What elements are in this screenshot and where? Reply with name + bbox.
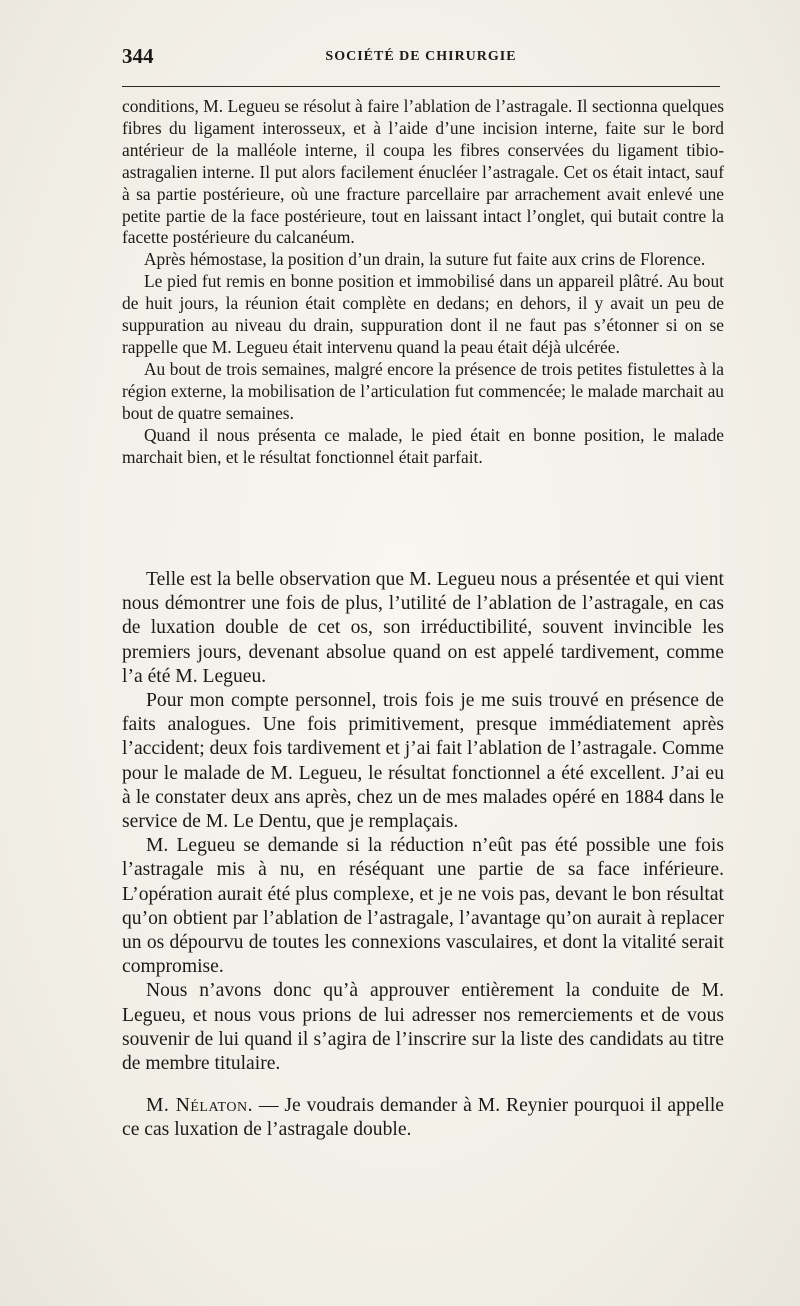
commentary-paragraph: Nous n’avons donc qu’à approuver entièrement la conduite de M. Legueu, et nous vous prions de lui adresser nos remerciements et de vous souvenir de lui quand il s’agira de l’inscrire sur la liste des candidats au titre de membre titulaire. bbox=[122, 980, 724, 1075]
commentary-paragraph: Telle est la belle observation que M. Legueu nous a présentée et qui vient nous démontrer une fois de plus, l’utilité de l’ablation de l’astragale, en cas de luxation double de cet os, son irréductibilité, souvent invincible les premiers jours, devenant absolue quand on est appelé tardivement, comme l’a été M. Legueu. bbox=[122, 569, 724, 687]
running-title: SOCIÉTÉ DE CHIRURGIE bbox=[325, 49, 517, 64]
report-paragraph: Au bout de trois semaines, malgré encore la présence de trois petites fistulettes à la région externe, la mobilisation de l’articulation fut commencée; le malade marchait au bout de quatre semaines. bbox=[122, 358, 724, 423]
speaker-name: M. Nélaton. bbox=[146, 1095, 253, 1117]
discussion-paragraph bbox=[122, 1094, 724, 1142]
report-paragraph: Le pied fut remis en bonne position et immobilisé dans un appareil plâtré. Au bout de huit jours, la réunion était complète en dedans; en dehors, il y avait un peu de suppuration au niveau du drain, suppuration dont il ne faut pas s’étonner si on se rappelle que M. Legueu était intervenu quand la peau était déjà ulcérée. bbox=[122, 271, 724, 357]
report-paragraph: conditions, M. Legueu se résolut à faire l’ablation de l’astragale. Il sectionna quelques fibres du ligament interosseux, et à l’aide d’une incision interne, faite sur le bord antérieur de la malléole interne, il coupa les fibres conservées du ligament tibio-astragalien interne. Il put alors facilement énucléer l’astragale. Cet os était intact, sauf à sa partie postérieure, où une fracture parcellaire par arrachement avait enlevé une petite partie de la face postérieure, tout en laissant intact l’onglet, qui butait contre la facette postérieure du calcanéum. bbox=[122, 96, 724, 248]
rapporteur-commentary bbox=[122, 568, 724, 1143]
report-paragraph: Quand il nous présenta ce malade, le pied était en bonne position, le malade marchait bien, et le résultat fonctionnel était parfait. bbox=[122, 424, 724, 467]
page-number: 344 bbox=[122, 44, 154, 68]
commentary-paragraph: M. Legueu se demande si la réduction n’eût pas été possible une fois l’astragale mis à nu, en réséquant une partie de sa face inférieure. L’opération aurait été plus complexe, et je ne vois pas, devant le bon résultat qu’on obtient par l’ablation de l’astragale, l’avantage qu’on aurait à replacer un os dépourvu de toutes les connexions vasculaires, et dont la vitalité serait compromise. bbox=[122, 835, 724, 978]
header-rule bbox=[122, 86, 720, 87]
running-head bbox=[122, 44, 720, 72]
observation-report bbox=[122, 96, 724, 468]
discussion-text: — Je voudrais demander à M. Reynier pourquoi il appelle ce cas luxation de l’astragale double. bbox=[122, 1095, 724, 1141]
report-paragraph: Après hémostase, la position d’un drain, la suture fut faite aux crins de Florence. bbox=[144, 249, 706, 270]
commentary-paragraph: Pour mon compte personnel, trois fois je me suis trouvé en présence de faits analogues. Une fois primitivement, presque immédiatement après l’accident; deux fois tardivement et j’ai fait l’ablation de l’astragale. Comme pour le malade de M. Legueu, le résultat fonctionnel a été excellent. J’ai eu à le constater deux ans après, chez un de mes malades opéré en 1884 dans le service de M. Le Dentu, que je remplaçais. bbox=[122, 690, 724, 833]
